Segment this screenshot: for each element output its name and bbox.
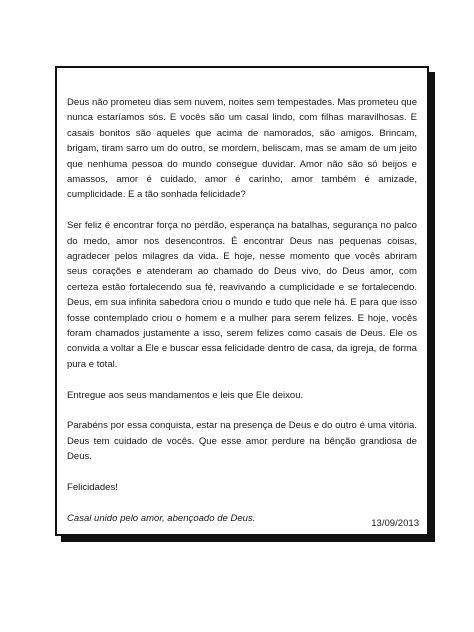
document-date: 13/09/2013 bbox=[371, 518, 419, 529]
paragraph-3: Entregue aos seus mandamentos e leis que Ele deixou. bbox=[67, 389, 304, 401]
document-page bbox=[55, 66, 429, 536]
closing-line: Casal unido pelo amor, abençoado de Deus. bbox=[67, 512, 256, 524]
paragraph-2: Ser feliz é encontrar força no perdão, esperança na batalhas, segurança no palco do medo, amor nos desencontros. É encontrar Deus nas pequenas coisas, agradecer pelos milagres da vida. E hoje, nesse momento que vocês abriram seus corações e atenderam ao chamado do Deus vivo, do Deus amor, com certeza estão fortalecendo sua fé, reavivando a cumplicidade e se fortalecendo. Deus, em sua infinita sabedora criou o mundo e tudo que nele há. E para que isso fosse contemplado criou o homem e a mulher para serem felizes. E hoje, vocês foram chamados justamente a isso, serem felizes como casais de Deus. Ele os convida a voltar a Ele e buscar essa felicidade dentro de casa, da igreja, de forma pura e total. bbox=[67, 220, 417, 370]
paragraph-5: Felicidades! bbox=[67, 482, 118, 494]
paragraph-1: Deus não prometeu dias sem nuvem, noites sem tempestades. Mas prometeu que nunca estaríamos sós. E vocês são um casal lindo, com filhas maravilhosas. E casais bonitos são aqueles que acima de namorados, são amigos. Brincam, brigam, tiram sarro um do outro, se mordem, beliscam, mas se amam de um jeito que nenhuma pessoa do mundo consegue duvidar. Amor não são só beijos e amassos, amor é cuidado, amor é carinho, amor também é amizade, cumplicidade. E a tão sonhada felicidade? bbox=[67, 97, 417, 201]
document-body bbox=[67, 95, 417, 526]
paragraph-4: Parabéns por essa conquista, estar na presença de Deus e do outro é uma vitória. Deus tem cuidado de vocês. Que esse amor perdure na bênção grandiosa de Deus. bbox=[67, 420, 417, 463]
